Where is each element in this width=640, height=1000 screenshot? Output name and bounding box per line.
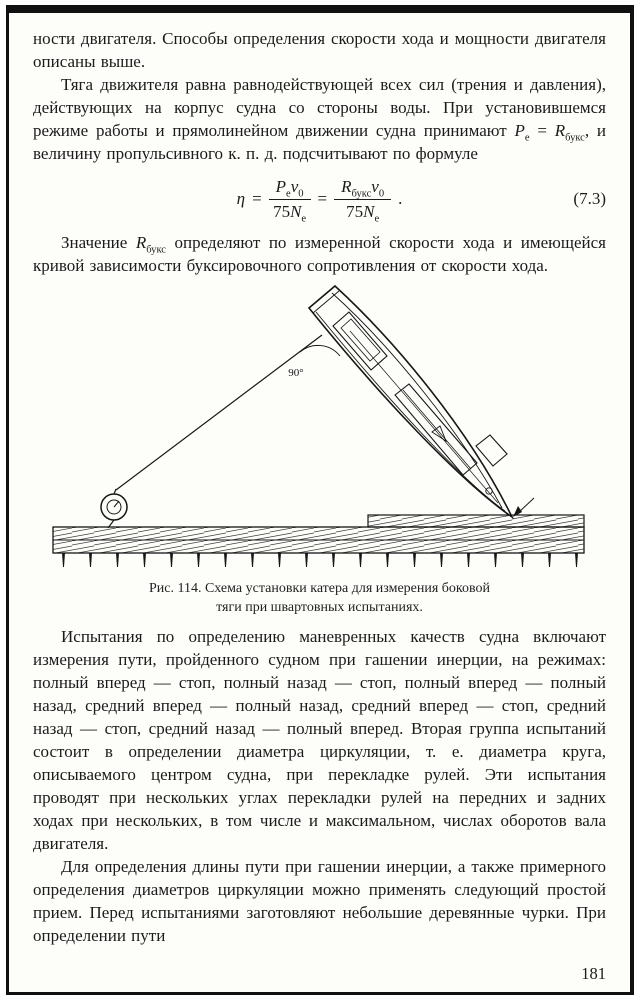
paragraph-3-text-a: Значение <box>61 233 136 252</box>
angle-label: 90° <box>287 367 304 379</box>
math-Rbuks-2: R <box>135 233 147 252</box>
paragraph-5-text: Для определения длины пути при гашении инерции, а также примерного определения диаметров циркуляции можно применять следующий простой прием. Перед испытаниями заготовляют небольшие деревянные чурки. При определении пути <box>33 857 606 945</box>
frac2-den-N: N <box>363 201 375 221</box>
pier <box>53 515 584 569</box>
frac2-num-R: R <box>341 176 352 196</box>
page-number: 181 <box>581 964 606 983</box>
frac2-den-75: 75 <box>346 201 364 221</box>
fraction-2 <box>334 177 391 222</box>
frac1-num-P-sub: e <box>286 187 291 199</box>
equation-period: . <box>398 189 403 208</box>
frac1-den-N-sub: e <box>301 212 307 224</box>
math-Pe: P <box>514 121 525 140</box>
fraction-1 <box>269 177 311 222</box>
frac2-den-N-sub: e <box>374 212 380 224</box>
paragraph-2 <box>33 73 606 165</box>
angle-annotation <box>288 345 340 379</box>
frac1-num-v: v <box>290 176 299 196</box>
paragraph-5 <box>33 855 606 947</box>
figure-caption-line1: Рис. 114. Схема установки катера для измерения боковой <box>148 581 491 596</box>
equals-sign-2: = <box>317 189 328 208</box>
pier-piles <box>54 553 582 569</box>
figure-caption-line2: тяги при швартовных испытаниях. <box>216 600 423 615</box>
figure-caption <box>33 579 606 617</box>
paragraph-4-text: Испытания по определению маневренных качеств судна включают измерения пути, пройденного судном при гашении инерции, на режимах: полный вперед — стоп, полный назад — стоп, полный вперед — полный назад, средний вперед — полный назад, средний вперед — стоп, средний назад — стоп, средний назад — полный вперед. Вторая группа испытаний состоит в определении диаметра циркуляции, т. е. диаметра круга, описываемого центром судна, при перекладке рулей. Эти испытания проводят при нескольких углах перекладки рулей на передних и задних ходах при нескольких, в том числе и максимальном, числах оборотов вала двигателя. <box>33 627 606 853</box>
mooring-rope <box>116 335 322 490</box>
math-Pe-sub: e <box>524 132 530 144</box>
equation-7-3 <box>33 174 606 224</box>
dynamometer <box>101 489 127 528</box>
frac1-num-v-sub: 0 <box>298 187 304 199</box>
frac2-num-R-sub: букс <box>351 187 372 199</box>
eta-symbol: η <box>236 189 246 208</box>
equals-sign-1: = <box>252 189 262 208</box>
paragraph-3-text-b: определяют по измеренной скорости хода и имеющейся кривой зависимости буксировочного сопротивления от скорости хода. <box>33 233 606 275</box>
frac1-den-75: 75 <box>273 201 291 221</box>
paragraph-4 <box>33 625 606 855</box>
contact-arrow <box>513 498 534 517</box>
paragraph-1 <box>33 27 606 73</box>
math-Rbuks-2-sub: букс <box>146 244 166 256</box>
paragraph-2-text-b: , и величину пропульсивного к. п. д. подсчитывают по формуле <box>33 121 606 163</box>
figure-114 <box>33 281 606 617</box>
scanned-page <box>6 5 634 995</box>
equation-body <box>33 177 606 222</box>
paragraph-1-text: ности двигателя. Способы определения скорости хода и мощности двигателя описаны выше. <box>33 29 606 71</box>
equation-number: (7.3) <box>573 189 606 208</box>
paragraph-2-text-a: Тяга движителя равна равнодействующей всех сил (трения и давления), действующих на корпус судна со стороны воды. При установившемся режиме работы и прямолинейном движении судна принимают <box>33 75 606 140</box>
math-Rbuks-sub: букс <box>565 132 585 144</box>
math-equals: = <box>529 121 555 140</box>
page-content <box>33 27 606 947</box>
boat <box>309 286 512 517</box>
frac1-num-P: P <box>275 176 287 196</box>
frac2-num-v-sub: 0 <box>378 187 385 199</box>
frac1-den-N: N <box>290 201 302 221</box>
math-Rbuks: R <box>554 121 566 140</box>
figure-114-drawing <box>50 281 590 573</box>
paragraph-3 <box>33 231 606 277</box>
frac2-num-v: v <box>371 176 379 196</box>
